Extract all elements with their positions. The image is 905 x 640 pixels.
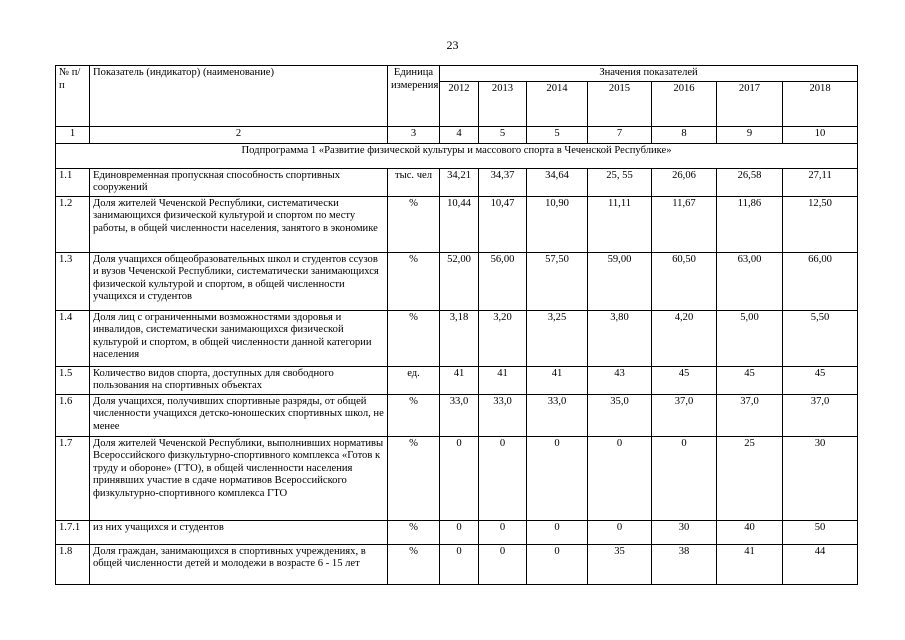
indicator-name: Доля лиц с ограниченными возможностями здоровья и инвалидов, систематически занимающихся физической культурой и спортом, в общей численности данной категории населения	[90, 310, 388, 366]
header-row-1	[56, 66, 858, 82]
header-year: 2017	[717, 81, 783, 126]
value-cell: 0	[588, 436, 652, 520]
column-number: 5	[479, 126, 527, 143]
value-cell: 57,50	[527, 252, 588, 310]
indicator-name: из них учащихся и студентов	[90, 520, 388, 544]
value-cell: 0	[652, 436, 717, 520]
value-cell: 27,11	[783, 168, 858, 196]
subprogram-title: Подпрограмма 1 «Развитие физической культуры и массового спорта в Чеченской Республике»	[56, 143, 858, 168]
header-unit: Единица измерения	[388, 66, 440, 127]
value-cell: 52,00	[440, 252, 479, 310]
value-cell: 38	[652, 544, 717, 584]
value-cell: 0	[527, 436, 588, 520]
header-year: 2016	[652, 81, 717, 126]
table-row	[56, 310, 858, 366]
value-cell: 26,06	[652, 168, 717, 196]
row-number: 1.5	[56, 366, 90, 394]
value-cell: 5,50	[783, 310, 858, 366]
value-cell: 59,00	[588, 252, 652, 310]
indicator-name: Доля граждан, занимающихся в спортивных учреждениях, в общей численности детей и молодежи в возрасте 6 - 15 лет	[90, 544, 388, 584]
value-cell: 37,0	[717, 394, 783, 436]
unit-cell: %	[388, 196, 440, 252]
value-cell: 63,00	[717, 252, 783, 310]
column-number: 7	[588, 126, 652, 143]
indicator-name: Доля жителей Чеченской Республики, систематически занимающихся физической культурой и спортом по месту работы, в общей численности населения, занятого в экономике	[90, 196, 388, 252]
row-number: 1.6	[56, 394, 90, 436]
value-cell: 0	[527, 520, 588, 544]
row-number: 1.3	[56, 252, 90, 310]
column-number: 3	[388, 126, 440, 143]
value-cell: 44	[783, 544, 858, 584]
value-cell: 0	[588, 520, 652, 544]
value-cell: 10,44	[440, 196, 479, 252]
column-number: 1	[56, 126, 90, 143]
indicators-table	[55, 65, 858, 585]
value-cell: 60,50	[652, 252, 717, 310]
row-number: 1.4	[56, 310, 90, 366]
column-number: 2	[90, 126, 388, 143]
header-year: 2018	[783, 81, 858, 126]
indicator-name: Доля учащихся, получивших спортивные разряды, от общей численности учащихся детско-юношеских спортивных школ, не менее	[90, 394, 388, 436]
subprogram-row	[56, 143, 858, 168]
table-row	[56, 366, 858, 394]
value-cell: 3,25	[527, 310, 588, 366]
value-cell: 35,0	[588, 394, 652, 436]
table-row	[56, 544, 858, 584]
indicator-name: Доля жителей Чеченской Республики, выполнивших нормативы Всероссийского физкультурно-спортивного комплекса «Готов к труду и обороне» (ГТО), в общей численности населения принявших участие в сдаче нормативов Всероссийского физкультурно-спортивного комплекса ГТО	[90, 436, 388, 520]
header-year: 2013	[479, 81, 527, 126]
row-number: 1.2	[56, 196, 90, 252]
value-cell: 50	[783, 520, 858, 544]
value-cell: 11,86	[717, 196, 783, 252]
column-number: 8	[652, 126, 717, 143]
unit-cell: %	[388, 436, 440, 520]
value-cell: 11,67	[652, 196, 717, 252]
unit-cell: %	[388, 394, 440, 436]
unit-cell: тыс. чел	[388, 168, 440, 196]
value-cell: 41	[440, 366, 479, 394]
table-row	[56, 252, 858, 310]
value-cell: 0	[440, 544, 479, 584]
table-row	[56, 436, 858, 520]
value-cell: 45	[783, 366, 858, 394]
value-cell: 25	[717, 436, 783, 520]
indicator-name: Количество видов спорта, доступных для свободного пользования на спортивных объектах	[90, 366, 388, 394]
value-cell: 0	[527, 544, 588, 584]
value-cell: 0	[479, 520, 527, 544]
value-cell: 34,21	[440, 168, 479, 196]
column-number: 9	[717, 126, 783, 143]
column-numbers-row	[56, 126, 858, 143]
row-number: 1.7.1	[56, 520, 90, 544]
unit-cell: ед.	[388, 366, 440, 394]
table-row	[56, 196, 858, 252]
value-cell: 3,80	[588, 310, 652, 366]
row-number: 1.8	[56, 544, 90, 584]
value-cell: 66,00	[783, 252, 858, 310]
value-cell: 37,0	[783, 394, 858, 436]
value-cell: 11,11	[588, 196, 652, 252]
indicator-name: Единовременная пропускная способность спортивных сооружений	[90, 168, 388, 196]
value-cell: 0	[479, 436, 527, 520]
value-cell: 12,50	[783, 196, 858, 252]
value-cell: 3,18	[440, 310, 479, 366]
unit-cell: %	[388, 544, 440, 584]
value-cell: 34,64	[527, 168, 588, 196]
value-cell: 33,0	[479, 394, 527, 436]
value-cell: 0	[479, 544, 527, 584]
column-number: 10	[783, 126, 858, 143]
value-cell: 4,20	[652, 310, 717, 366]
column-number: 4	[440, 126, 479, 143]
value-cell: 43	[588, 366, 652, 394]
table-row	[56, 168, 858, 196]
value-cell: 56,00	[479, 252, 527, 310]
indicator-name: Доля учащихся общеобразовательных школ и студентов ссузов и вузов Чеченской Республики, систематически занимающихся физической культурой и спортом, в общей численности учащихся и студентов	[90, 252, 388, 310]
value-cell: 26,58	[717, 168, 783, 196]
row-number: 1.7	[56, 436, 90, 520]
header-year: 2012	[440, 81, 479, 126]
value-cell: 45	[652, 366, 717, 394]
value-cell: 0	[440, 520, 479, 544]
value-cell: 41	[717, 544, 783, 584]
value-cell: 35	[588, 544, 652, 584]
page-number: 23	[446, 38, 459, 52]
header-year: 2014	[527, 81, 588, 126]
table-row	[56, 520, 858, 544]
value-cell: 33,0	[527, 394, 588, 436]
value-cell: 30	[783, 436, 858, 520]
value-cell: 45	[717, 366, 783, 394]
unit-cell: %	[388, 252, 440, 310]
value-cell: 5,00	[717, 310, 783, 366]
value-cell: 41	[479, 366, 527, 394]
header-indicator: Показатель (индикатор) (наименование)	[90, 66, 388, 127]
table-row	[56, 394, 858, 436]
value-cell: 25, 55	[588, 168, 652, 196]
header-no: № п/п	[56, 66, 90, 127]
column-number: 5	[527, 126, 588, 143]
header-year: 2015	[588, 81, 652, 126]
value-cell: 0	[440, 436, 479, 520]
header-values-group: Значения показателей	[440, 66, 858, 82]
value-cell: 3,20	[479, 310, 527, 366]
value-cell: 40	[717, 520, 783, 544]
value-cell: 41	[527, 366, 588, 394]
value-cell: 37,0	[652, 394, 717, 436]
value-cell: 33,0	[440, 394, 479, 436]
row-number: 1.1	[56, 168, 90, 196]
value-cell: 30	[652, 520, 717, 544]
value-cell: 34,37	[479, 168, 527, 196]
unit-cell: %	[388, 520, 440, 544]
unit-cell: %	[388, 310, 440, 366]
value-cell: 10,47	[479, 196, 527, 252]
value-cell: 10,90	[527, 196, 588, 252]
